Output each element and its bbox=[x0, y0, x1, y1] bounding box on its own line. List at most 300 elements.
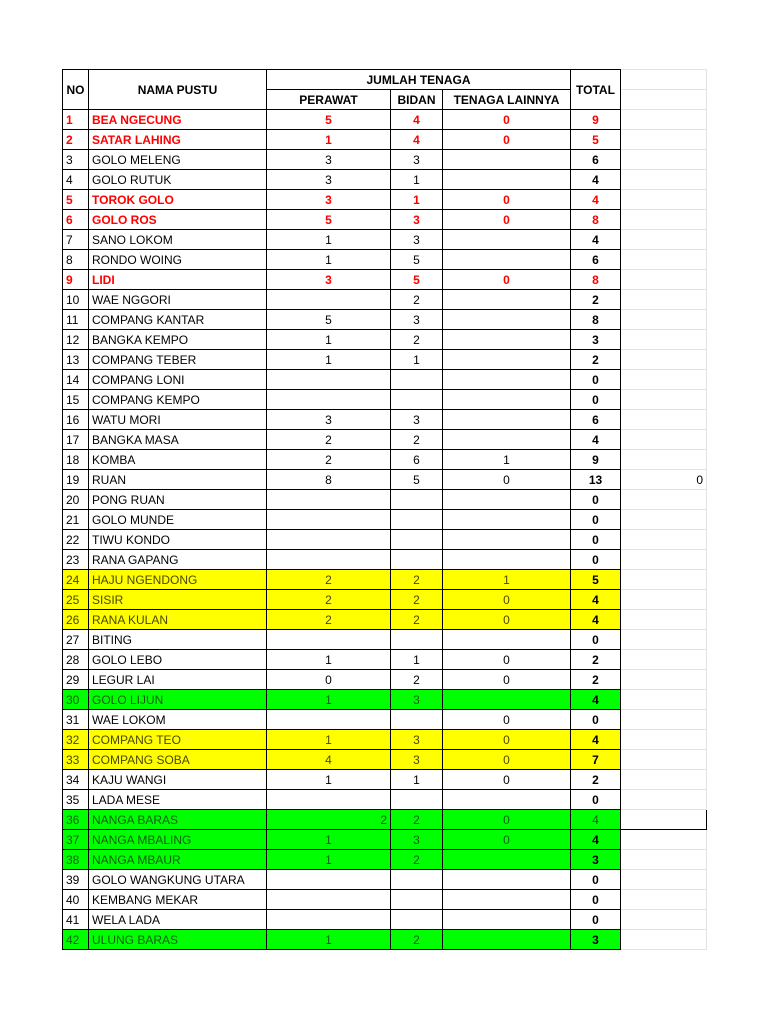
table-row bbox=[63, 870, 707, 890]
table-row bbox=[63, 570, 707, 590]
bidan-cell bbox=[391, 550, 443, 570]
bidan-cell bbox=[391, 630, 443, 650]
empty-cell bbox=[621, 330, 707, 350]
empty-cell bbox=[621, 890, 707, 910]
bidan-cell: 2 bbox=[391, 290, 443, 310]
table-row bbox=[63, 710, 707, 730]
bidan-cell: 3 bbox=[391, 410, 443, 430]
bidan-cell bbox=[391, 530, 443, 550]
bidan-cell: 5 bbox=[391, 250, 443, 270]
total-cell: 0 bbox=[571, 790, 621, 810]
name-cell: GOLO LIJUN bbox=[89, 690, 267, 710]
no-cell: 42 bbox=[63, 930, 89, 950]
total-cell: 6 bbox=[571, 250, 621, 270]
name-cell: WELA LADA bbox=[89, 910, 267, 930]
perawat-cell: 1 bbox=[267, 330, 391, 350]
no-cell: 26 bbox=[63, 610, 89, 630]
no-cell: 19 bbox=[63, 470, 89, 490]
no-cell: 40 bbox=[63, 890, 89, 910]
bidan-cell bbox=[391, 370, 443, 390]
bidan-cell: 3 bbox=[391, 230, 443, 250]
header-nama-pustu: NAMA PUSTU bbox=[89, 70, 267, 110]
name-cell: GOLO WANGKUNG UTARA bbox=[89, 870, 267, 890]
table-row bbox=[63, 650, 707, 670]
name-cell: LEGUR LAI bbox=[89, 670, 267, 690]
tenaga-lainnya-cell bbox=[443, 410, 571, 430]
empty-cell bbox=[621, 510, 707, 530]
bidan-cell: 3 bbox=[391, 730, 443, 750]
total-cell: 9 bbox=[571, 450, 621, 470]
no-cell: 22 bbox=[63, 530, 89, 550]
tenaga-lainnya-cell bbox=[443, 850, 571, 870]
table-row bbox=[63, 370, 707, 390]
perawat-cell: 2 bbox=[267, 610, 391, 630]
name-cell: RONDO WOING bbox=[89, 250, 267, 270]
no-cell: 8 bbox=[63, 250, 89, 270]
perawat-cell: 0 bbox=[267, 670, 391, 690]
perawat-cell: 1 bbox=[267, 930, 391, 950]
bidan-cell: 1 bbox=[391, 650, 443, 670]
bidan-cell: 3 bbox=[391, 690, 443, 710]
perawat-cell bbox=[267, 630, 391, 650]
perawat-cell bbox=[267, 490, 391, 510]
total-cell: 2 bbox=[571, 770, 621, 790]
bidan-cell: 2 bbox=[391, 590, 443, 610]
bidan-cell bbox=[391, 870, 443, 890]
tenaga-lainnya-cell: 0 bbox=[443, 750, 571, 770]
tenaga-lainnya-cell: 0 bbox=[443, 270, 571, 290]
table-row bbox=[63, 790, 707, 810]
empty-cell bbox=[621, 130, 707, 150]
tenaga-lainnya-cell: 0 bbox=[443, 610, 571, 630]
tenaga-lainnya-cell: 0 bbox=[443, 110, 571, 130]
perawat-cell: 1 bbox=[267, 830, 391, 850]
total-cell: 2 bbox=[571, 670, 621, 690]
perawat-cell: 1 bbox=[267, 250, 391, 270]
perawat-cell bbox=[267, 890, 391, 910]
no-cell: 31 bbox=[63, 710, 89, 730]
table-row bbox=[63, 450, 707, 470]
empty-cell bbox=[621, 250, 707, 270]
empty-cell bbox=[621, 750, 707, 770]
table-row bbox=[63, 490, 707, 510]
no-cell: 38 bbox=[63, 850, 89, 870]
total-cell: 4 bbox=[571, 810, 621, 830]
tenaga-lainnya-cell bbox=[443, 550, 571, 570]
tenaga-lainnya-cell: 0 bbox=[443, 770, 571, 790]
bidan-cell bbox=[391, 910, 443, 930]
perawat-cell bbox=[267, 370, 391, 390]
header-tenaga-lainnya: TENAGA LAINNYA bbox=[443, 90, 571, 110]
total-cell: 3 bbox=[571, 330, 621, 350]
bidan-cell: 3 bbox=[391, 310, 443, 330]
name-cell: LADA MESE bbox=[89, 790, 267, 810]
name-cell: GOLO RUTUK bbox=[89, 170, 267, 190]
empty-cell bbox=[621, 670, 707, 690]
name-cell: WATU MORI bbox=[89, 410, 267, 430]
empty-cell bbox=[621, 690, 707, 710]
name-cell: KAJU WANGI bbox=[89, 770, 267, 790]
tenaga-lainnya-cell bbox=[443, 510, 571, 530]
bidan-cell: 6 bbox=[391, 450, 443, 470]
bidan-cell: 2 bbox=[391, 570, 443, 590]
bidan-cell bbox=[391, 490, 443, 510]
empty-cell bbox=[621, 450, 707, 470]
tenaga-lainnya-cell bbox=[443, 430, 571, 450]
total-cell: 6 bbox=[571, 410, 621, 430]
name-cell: ULUNG BARAS bbox=[89, 930, 267, 950]
table-row bbox=[63, 750, 707, 770]
perawat-cell: 2 bbox=[267, 590, 391, 610]
total-cell: 8 bbox=[571, 310, 621, 330]
bidan-cell: 2 bbox=[391, 610, 443, 630]
empty-cell bbox=[621, 350, 707, 370]
empty-cell bbox=[621, 610, 707, 630]
no-cell: 30 bbox=[63, 690, 89, 710]
bidan-cell: 4 bbox=[391, 130, 443, 150]
tenaga-lainnya-cell: 0 bbox=[443, 730, 571, 750]
perawat-cell bbox=[267, 390, 391, 410]
empty-cell bbox=[621, 410, 707, 430]
total-cell: 5 bbox=[571, 130, 621, 150]
tenaga-lainnya-cell: 0 bbox=[443, 650, 571, 670]
tenaga-lainnya-cell bbox=[443, 330, 571, 350]
name-cell: LIDI bbox=[89, 270, 267, 290]
no-cell: 27 bbox=[63, 630, 89, 650]
empty-cell bbox=[621, 290, 707, 310]
tenaga-lainnya-cell bbox=[443, 150, 571, 170]
name-cell: WAE LOKOM bbox=[89, 710, 267, 730]
header-row bbox=[63, 70, 707, 90]
total-cell: 4 bbox=[571, 230, 621, 250]
total-cell: 0 bbox=[571, 510, 621, 530]
total-cell: 0 bbox=[571, 390, 621, 410]
bidan-cell bbox=[391, 390, 443, 410]
empty-cell bbox=[621, 90, 707, 110]
perawat-cell: 1 bbox=[267, 350, 391, 370]
name-cell: WAE NGGORI bbox=[89, 290, 267, 310]
empty-cell bbox=[621, 70, 707, 90]
bidan-cell: 2 bbox=[391, 850, 443, 870]
empty-cell bbox=[621, 370, 707, 390]
perawat-cell: 2 bbox=[267, 810, 391, 830]
tenaga-lainnya-cell: 0 bbox=[443, 130, 571, 150]
perawat-cell: 5 bbox=[267, 310, 391, 330]
total-cell: 4 bbox=[571, 830, 621, 850]
tenaga-lainnya-cell bbox=[443, 490, 571, 510]
bidan-cell bbox=[391, 790, 443, 810]
no-cell: 39 bbox=[63, 870, 89, 890]
no-cell: 10 bbox=[63, 290, 89, 310]
tenaga-lainnya-cell bbox=[443, 290, 571, 310]
perawat-cell: 3 bbox=[267, 150, 391, 170]
no-cell: 24 bbox=[63, 570, 89, 590]
no-cell: 36 bbox=[63, 810, 89, 830]
bidan-cell: 2 bbox=[391, 430, 443, 450]
perawat-cell: 1 bbox=[267, 690, 391, 710]
bidan-cell: 3 bbox=[391, 830, 443, 850]
tenaga-lainnya-cell bbox=[443, 370, 571, 390]
tenaga-lainnya-cell bbox=[443, 930, 571, 950]
table-row bbox=[63, 610, 707, 630]
tenaga-lainnya-cell: 0 bbox=[443, 830, 571, 850]
empty-cell bbox=[621, 630, 707, 650]
perawat-cell: 4 bbox=[267, 750, 391, 770]
name-cell: COMPANG KANTAR bbox=[89, 310, 267, 330]
empty-cell bbox=[621, 430, 707, 450]
header-perawat: PERAWAT bbox=[267, 90, 391, 110]
perawat-cell: 3 bbox=[267, 190, 391, 210]
table-row bbox=[63, 170, 707, 190]
tenaga-lainnya-cell bbox=[443, 530, 571, 550]
table-row bbox=[63, 670, 707, 690]
no-cell: 29 bbox=[63, 670, 89, 690]
bidan-cell: 2 bbox=[391, 330, 443, 350]
empty-cell bbox=[621, 790, 707, 810]
empty-cell bbox=[621, 190, 707, 210]
tenaga-lainnya-cell: 0 bbox=[443, 210, 571, 230]
no-cell: 11 bbox=[63, 310, 89, 330]
table-row bbox=[63, 290, 707, 310]
name-cell: RANA GAPANG bbox=[89, 550, 267, 570]
table-row bbox=[63, 470, 707, 490]
total-cell: 0 bbox=[571, 550, 621, 570]
empty-cell bbox=[621, 830, 707, 850]
total-cell: 8 bbox=[571, 270, 621, 290]
table-row bbox=[63, 230, 707, 250]
total-cell: 4 bbox=[571, 170, 621, 190]
perawat-cell: 3 bbox=[267, 270, 391, 290]
name-cell: TOROK GOLO bbox=[89, 190, 267, 210]
total-cell: 0 bbox=[571, 710, 621, 730]
perawat-cell bbox=[267, 870, 391, 890]
tenaga-lainnya-cell bbox=[443, 230, 571, 250]
name-cell: GOLO MELENG bbox=[89, 150, 267, 170]
total-cell: 2 bbox=[571, 290, 621, 310]
bidan-cell: 2 bbox=[391, 670, 443, 690]
table-row bbox=[63, 510, 707, 530]
table-row bbox=[63, 930, 707, 950]
table-row bbox=[63, 590, 707, 610]
total-cell: 2 bbox=[571, 350, 621, 370]
perawat-cell: 3 bbox=[267, 170, 391, 190]
tenaga-lainnya-cell bbox=[443, 790, 571, 810]
no-cell: 15 bbox=[63, 390, 89, 410]
name-cell: RANA KULAN bbox=[89, 610, 267, 630]
name-cell: RUAN bbox=[89, 470, 267, 490]
bidan-cell: 1 bbox=[391, 170, 443, 190]
no-cell: 1 bbox=[63, 110, 89, 130]
perawat-cell: 5 bbox=[267, 110, 391, 130]
tenaga-lainnya-cell bbox=[443, 170, 571, 190]
table-row bbox=[63, 270, 707, 290]
no-cell: 7 bbox=[63, 230, 89, 250]
name-cell: KOMBA bbox=[89, 450, 267, 470]
no-cell: 9 bbox=[63, 270, 89, 290]
header-total: TOTAL bbox=[571, 70, 621, 110]
perawat-cell: 1 bbox=[267, 230, 391, 250]
name-cell: NANGA MBALING bbox=[89, 830, 267, 850]
empty-cell bbox=[621, 270, 707, 290]
table-row bbox=[63, 330, 707, 350]
bidan-cell: 3 bbox=[391, 210, 443, 230]
no-cell: 17 bbox=[63, 430, 89, 450]
total-cell: 2 bbox=[571, 650, 621, 670]
name-cell: KEMBANG MEKAR bbox=[89, 890, 267, 910]
table-row bbox=[63, 910, 707, 930]
name-cell: BANGKA MASA bbox=[89, 430, 267, 450]
total-cell: 3 bbox=[571, 850, 621, 870]
bidan-cell: 3 bbox=[391, 150, 443, 170]
perawat-cell: 2 bbox=[267, 570, 391, 590]
name-cell: COMPANG KEMPO bbox=[89, 390, 267, 410]
name-cell: SATAR LAHING bbox=[89, 130, 267, 150]
tenaga-lainnya-cell: 1 bbox=[443, 570, 571, 590]
no-cell: 34 bbox=[63, 770, 89, 790]
table-row bbox=[63, 210, 707, 230]
empty-cell bbox=[621, 170, 707, 190]
perawat-cell: 8 bbox=[267, 470, 391, 490]
no-cell: 14 bbox=[63, 370, 89, 390]
table-row bbox=[63, 390, 707, 410]
tenaga-lainnya-cell bbox=[443, 390, 571, 410]
bidan-cell: 2 bbox=[391, 810, 443, 830]
total-cell: 4 bbox=[571, 190, 621, 210]
no-cell: 33 bbox=[63, 750, 89, 770]
bidan-cell: 3 bbox=[391, 750, 443, 770]
no-cell: 25 bbox=[63, 590, 89, 610]
empty-cell bbox=[621, 570, 707, 590]
table-row bbox=[63, 890, 707, 910]
no-cell: 2 bbox=[63, 130, 89, 150]
perawat-cell: 2 bbox=[267, 430, 391, 450]
table-row bbox=[63, 850, 707, 870]
no-cell: 20 bbox=[63, 490, 89, 510]
empty-cell bbox=[621, 550, 707, 570]
empty-cell bbox=[621, 870, 707, 890]
tenaga-lainnya-cell bbox=[443, 250, 571, 270]
table-row bbox=[63, 110, 707, 130]
perawat-cell: 5 bbox=[267, 210, 391, 230]
name-cell: COMPANG TEO bbox=[89, 730, 267, 750]
name-cell: SISIR bbox=[89, 590, 267, 610]
no-cell: 12 bbox=[63, 330, 89, 350]
tenaga-lainnya-cell bbox=[443, 910, 571, 930]
no-cell: 37 bbox=[63, 830, 89, 850]
table-row bbox=[63, 830, 707, 850]
empty-cell bbox=[621, 730, 707, 750]
name-cell: NANGA BARAS bbox=[89, 810, 267, 830]
tenaga-lainnya-cell: 0 bbox=[443, 470, 571, 490]
table-row bbox=[63, 630, 707, 650]
perawat-cell: 2 bbox=[267, 450, 391, 470]
empty-cell bbox=[621, 490, 707, 510]
no-cell: 18 bbox=[63, 450, 89, 470]
tenaga-lainnya-cell: 0 bbox=[443, 190, 571, 210]
perawat-cell bbox=[267, 550, 391, 570]
tenaga-lainnya-cell: 0 bbox=[443, 590, 571, 610]
tenaga-lainnya-cell bbox=[443, 890, 571, 910]
bidan-cell: 2 bbox=[391, 930, 443, 950]
empty-cell bbox=[621, 150, 707, 170]
no-cell: 32 bbox=[63, 730, 89, 750]
tenaga-lainnya-cell: 0 bbox=[443, 810, 571, 830]
no-cell: 41 bbox=[63, 910, 89, 930]
name-cell: TIWU KONDO bbox=[89, 530, 267, 550]
total-cell: 0 bbox=[571, 890, 621, 910]
name-cell: GOLO LEBO bbox=[89, 650, 267, 670]
empty-cell bbox=[621, 530, 707, 550]
bidan-cell: 1 bbox=[391, 190, 443, 210]
bidan-cell bbox=[391, 710, 443, 730]
bidan-cell: 1 bbox=[391, 770, 443, 790]
name-cell: BEA NGECUNG bbox=[89, 110, 267, 130]
table-row bbox=[63, 810, 707, 830]
name-cell: BANGKA KEMPO bbox=[89, 330, 267, 350]
no-cell: 35 bbox=[63, 790, 89, 810]
bidan-cell: 5 bbox=[391, 270, 443, 290]
table-row bbox=[63, 430, 707, 450]
total-cell: 0 bbox=[571, 910, 621, 930]
empty-cell bbox=[621, 390, 707, 410]
total-cell: 9 bbox=[571, 110, 621, 130]
perawat-cell bbox=[267, 510, 391, 530]
perawat-cell: 1 bbox=[267, 730, 391, 750]
total-cell: 3 bbox=[571, 930, 621, 950]
perawat-cell bbox=[267, 530, 391, 550]
empty-cell bbox=[621, 930, 707, 950]
total-cell: 0 bbox=[571, 630, 621, 650]
perawat-cell: 3 bbox=[267, 410, 391, 430]
header-jumlah-tenaga: JUMLAH TENAGA bbox=[267, 70, 571, 90]
header-no: NO bbox=[63, 70, 89, 110]
tenaga-lainnya-cell bbox=[443, 310, 571, 330]
table-row bbox=[63, 690, 707, 710]
name-cell: NANGA MBAUR bbox=[89, 850, 267, 870]
total-cell: 4 bbox=[571, 730, 621, 750]
tenaga-lainnya-cell: 0 bbox=[443, 710, 571, 730]
total-cell: 8 bbox=[571, 210, 621, 230]
tenaga-lainnya-cell: 1 bbox=[443, 450, 571, 470]
perawat-cell: 1 bbox=[267, 130, 391, 150]
total-cell: 4 bbox=[571, 690, 621, 710]
table-row bbox=[63, 190, 707, 210]
total-cell: 4 bbox=[571, 590, 621, 610]
no-cell: 6 bbox=[63, 210, 89, 230]
table-row bbox=[63, 730, 707, 750]
no-cell: 23 bbox=[63, 550, 89, 570]
bidan-cell: 5 bbox=[391, 470, 443, 490]
no-cell: 5 bbox=[63, 190, 89, 210]
empty-cell bbox=[621, 810, 707, 830]
total-cell: 13 bbox=[571, 470, 621, 490]
total-cell: 7 bbox=[571, 750, 621, 770]
empty-cell bbox=[621, 770, 707, 790]
table-row bbox=[63, 350, 707, 370]
perawat-cell: 1 bbox=[267, 650, 391, 670]
name-cell: HAJU NGENDONG bbox=[89, 570, 267, 590]
empty-cell bbox=[621, 650, 707, 670]
no-cell: 3 bbox=[63, 150, 89, 170]
perawat-cell bbox=[267, 710, 391, 730]
name-cell: COMPANG LONI bbox=[89, 370, 267, 390]
no-cell: 13 bbox=[63, 350, 89, 370]
empty-cell: 0 bbox=[621, 470, 707, 490]
bidan-cell: 1 bbox=[391, 350, 443, 370]
total-cell: 0 bbox=[571, 490, 621, 510]
total-cell: 0 bbox=[571, 370, 621, 390]
header-bidan: BIDAN bbox=[391, 90, 443, 110]
